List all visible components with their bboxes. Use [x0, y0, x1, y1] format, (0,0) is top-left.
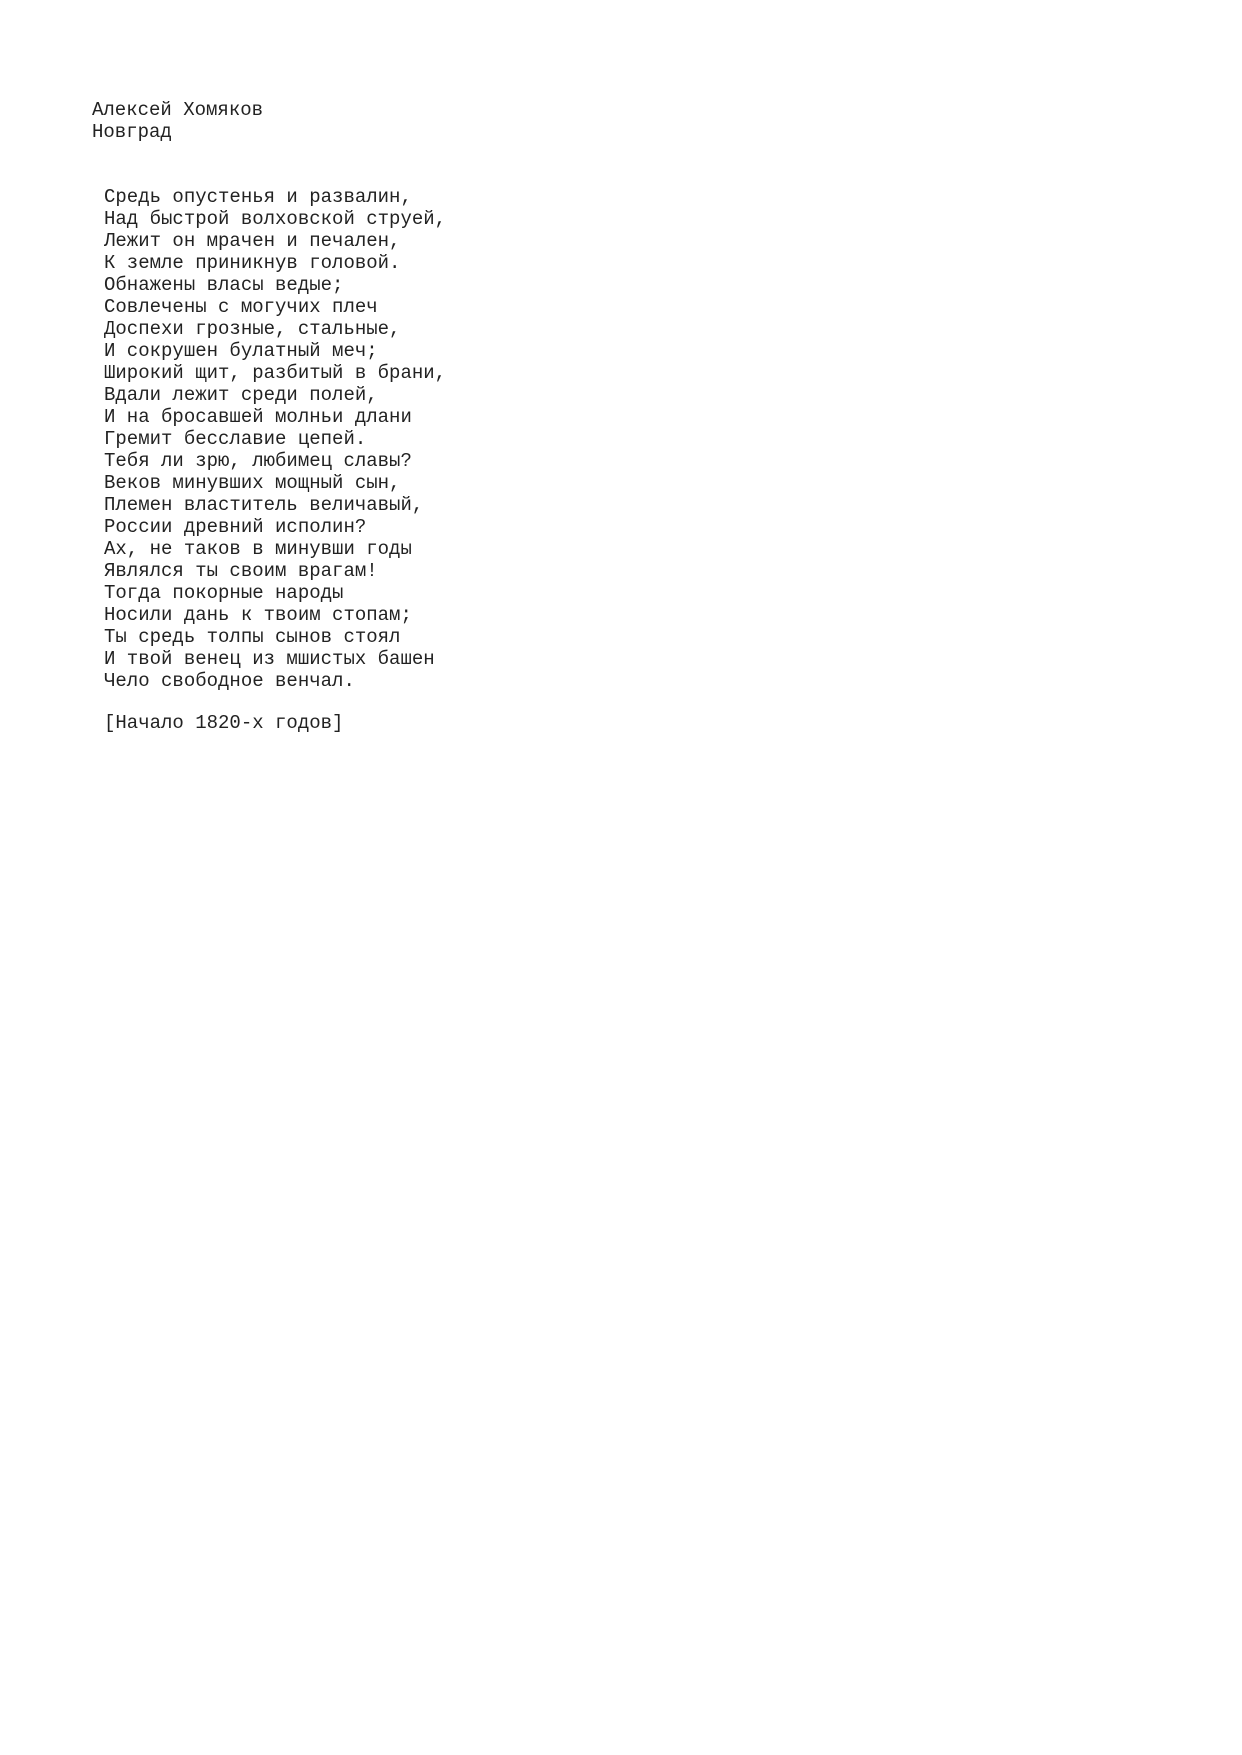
poem-line: И на бросавшей молньи длани — [104, 406, 412, 428]
poem-line: Доспехи грозные, стальные, — [104, 318, 401, 340]
poem-line: И сокрушен булатный меч; — [104, 340, 378, 362]
poem-line: К земле приникнув головой. — [104, 252, 401, 274]
date-note-block — [104, 712, 343, 734]
poem-line: Широкий щит, разбитый в брани, — [104, 362, 447, 384]
poem-line: Тебя ли зрю, любимец славы? — [104, 450, 412, 472]
poem-line: Племен властитель величавый, — [104, 494, 424, 516]
poem-line: Средь опустенья и развалин, — [104, 186, 412, 208]
date-note: [Начало 1820-х годов] — [104, 712, 344, 734]
poem-body — [104, 186, 446, 692]
poem-line: Носили дань к твоим стопам; — [104, 604, 412, 626]
poem-line: Обнажены власы ведые; — [104, 274, 344, 296]
poem-line: Лежит он мрачен и печален, — [104, 230, 401, 252]
author-name: Алексей Хомяков — [92, 99, 264, 121]
poem-line: России древний исполин? — [104, 516, 367, 538]
document-header — [92, 99, 263, 143]
poem-line: Вдали лежит среди полей, — [104, 384, 378, 406]
poem-line: Гремит бесславие цепей. — [104, 428, 367, 450]
poem-line: Чело свободное венчал. — [104, 670, 355, 692]
poem-line: Являлся ты своим врагам! — [104, 560, 378, 582]
poem-line: Ах, не таков в минувши годы — [104, 538, 412, 560]
poem-line: Совлечены с могучих плеч — [104, 296, 378, 318]
poem-line: Ты средь толпы сынов стоял — [104, 626, 401, 648]
poem-line: Тогда покорные народы — [104, 582, 344, 604]
poem-line: Веков минувших мощный сын, — [104, 472, 401, 494]
poem-title: Новград — [92, 121, 172, 143]
poem-line: Над быстрой волховской струей, — [104, 208, 447, 230]
poem-line: И твой венец из мшистых башен — [104, 648, 435, 670]
